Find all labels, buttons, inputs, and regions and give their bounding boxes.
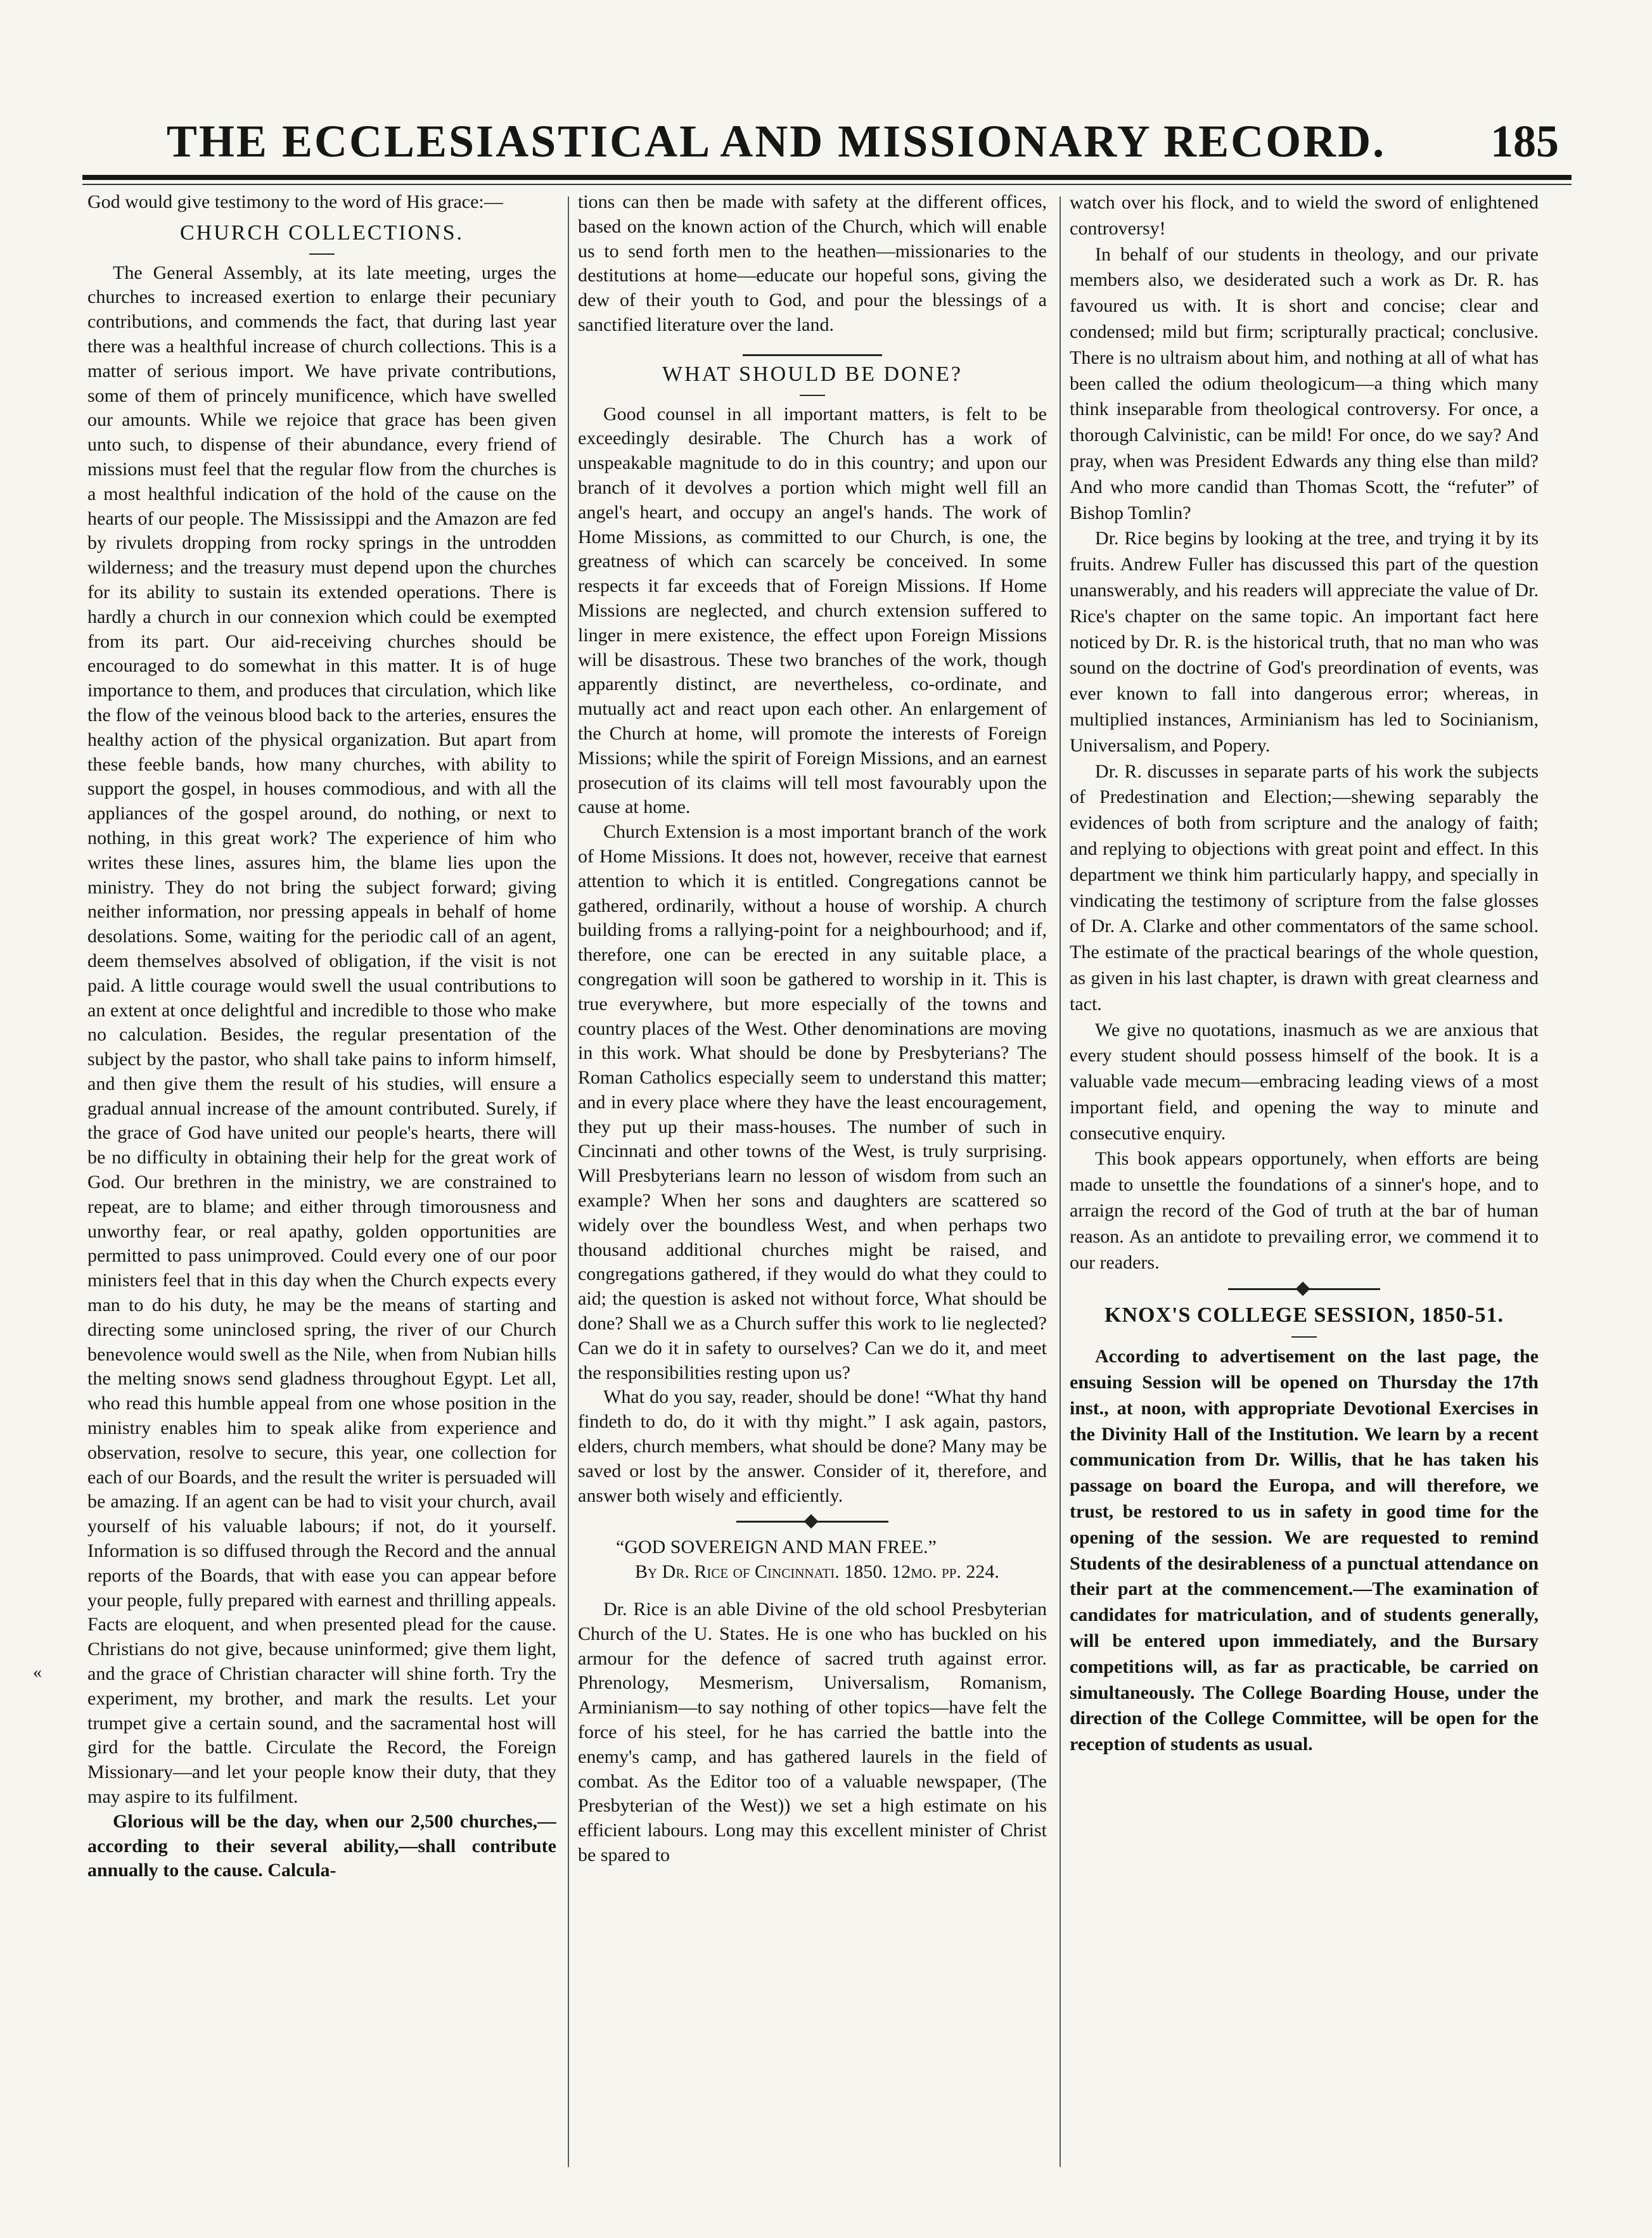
article-paragraph: We give no quotations, inasmuch as we are anxious that every student should possess himself of the book. It is a valuable vade mecum—embracing leading views of a most important field, and opening the way to minute and consecutive enquiry. [1070, 1019, 1539, 1144]
article-paragraph: The General Assembly, at its late meeting, urges the churches to increased exertion to enlarge their pecuniary contributions, and commends the fact, that during last year there was a healthful increase of church collections. This is a matter of serious import. We have private contributions, some of them of princely munificence, which have swelled our amounts. While we rejoice that grace has been given unto such, to dispense of their abundance, every friend of missions must feel that the regular flow from the churches is a most healthful indication of the hold of the cause on the hearts of our people. The Mississippi and the Amazon are fed by rivulets dropping from rocky springs in the untrodden wilderness; and the treasury must depend upon the churches for its ability to sustain its extended operations. There is hardly a church in our connexion which could be exempted from its part. Our aid-receiving churches should be encouraged to do somewhat in this matter. It is of huge importance to them, and produces that circulation, which like the flow of the veinous blood back to the arteries, ensures the healthy action of the physical organization. But apart from these feeble bands, how many churches, with ability to support the gospel, in houses commodious, and with all the appliances of the gospel around, do nothing, or next to nothing, in this great work? The experience of him who writes these lines, assures him, the blame lies upon the ministry. They do not bring the subject forward; giving neither information, nor pressing appeals in behalf of home desolations. Some, waiting for the periodic call of an agent, deem themselves absolved of obligation, if the visit is not paid. A little courage would swell the usual contributions to an extent at once delightful and incredible to those who make no calculation. Besides, the regular presentation of the subject by the pastor, who shall take pains to inform himself, and then give them the result of his studies, will ensure a gradual annual increase of the amount contributed. Surely, if the grace of God have united our people's hearts, there will be no difficulty in obtaining their help for the great work of God. Our brethren in the ministry, we are constrained to repeat, are to blame; and either through timorousness and unworthy fear, or real apathy, golden opportunities are permitted to pass unimproved. Could every one of our poor ministers feel that in this day when the Church expects every man to do his duty, he may be the means of starting and directing some uninclosed spring, the river of our Church benevolence would swell as the Nile, when from Nubian hills the melting snows send gladness throughout Egypt. Let all, who read this humble appeal from one whose position in the ministry enables him to speak alike from experience and observation, resolve to secure, this year, one collection for each of our Boards, and the result the writer is persuaded will be amazing. If an agent can be had to visit your church, avail yourself of his valuable labours; if not, do it yourself. Information is so diffused through the Record and the annual reports of the Boards, that with ease you can appear before your people, fully prepared with earnest and thrilling appeals. Facts are eloquent, and when presented plead for the cause. Christians do not give, because uninformed; give them light, and the grace of Christian character will shine forth. Try the experiment, my brother, and mark the results. Let your trumpet give a certain sound, and the sacramental host will gird for the battle. Circulate the Record, the Foreign Missionary—and let your people know their duty, that they may aspire to its fulfilment. [87, 262, 556, 1807]
page-number: 185 [1490, 116, 1559, 167]
section-heading-church-collections: CHURCH COLLECTIONS. [179, 221, 464, 245]
book-review-byline: By Dr. Rice of Cincinnati. 1850. 12mo. pp. 224. [635, 1561, 999, 1583]
article-paragraph: According to advertisement on the last page, the ensuing Session will be opened on Thursday the 17th inst., at noon, with appropriate Devotional Exercises in the Divinity Hall of the Institution. We learn by a recent communication from Dr. Willis, that he has taken his passage on board the Europa, and will therefore, we trust, be restored to us in safety in good time for the opening of the session. We are requested to remind Students of the desirableness of a punctual attendance on their part at the commencement.—The examination of candidates for matriculation, and of students generally, will be entered upon immediately, and the Bursary competitions will, as far as practicable, be carried on simultaneously. The College Boarding House, under the direction of the College Committee, will be open for the reception of students as usual. [1070, 1346, 1539, 1755]
short-divider [743, 354, 882, 356]
article-paragraph: This book appears opportunely, when efforts are being made to unsettle the foundations of a sinner's hope, and to arraign the record of the God of truth at the bar of human reason. As an antidote to prevailing error, we commend it to our readers. [1070, 1148, 1539, 1273]
masthead [82, 113, 1572, 170]
short-divider [1291, 1336, 1317, 1338]
opening-line: God would give testimony to the word of His grace:— [87, 191, 503, 212]
article-paragraph: What do you say, reader, should be done! “What thy hand findeth to do, do it with thy might.” I ask again, pastors, elders, church members, what should be done? Many may be saved or lost by the answer. Consider of it, therefore, and answer both wisely and efficiently. [578, 1386, 1047, 1506]
column-divider [1060, 196, 1061, 2167]
article-paragraph: Church Extension is a most important branch of the work of Home Missions. It does not, however, receive that earnest attention to which it is entitled. Congregations cannot be gathered, ordinarily, without a house of worship. A church building froms a rallying-point for a neighbourhood; and if, therefore, one can be erected in any suitable place, a congregation will soon be gathered to worship in it. This is true everywhere, but more especially of the towns and country places of the West. Other denominations are moving in this work. What should be done by Presbyterians? The Roman Catholics especially seem to understand this matter; and in every place where they have the least encouragement, they put up their mass-houses. The number of such in Cincinnati and other towns of the West, is truly surprising. Will Presbyterians learn no lesson of wisdom from such an example? When her sons and daughters are scattered so widely over the boundless West, and when perhaps two thousand additional churches might be raised, and congregations gathered, if they would do what they could to aid; the question is asked not without force, What should be done? Shall we as a Church suffer this work to lie neglected? Can we do it in safety to ourselves? Can we do it, and meet the responsibilities resting upon us? [578, 821, 1047, 1383]
header-rule [82, 175, 1572, 180]
column-3 [1070, 190, 1539, 2173]
article-paragraph: Dr. R. discusses in separate parts of his work the subjects of Predestination and Election;—shewing separably the evidences of both from scripture and the analogy of faith; and replying to objections with great point and effect. In this department we think him particularly happy, and specially in vindicating the testimony of scripture from the false glosses of Dr. A. Clarke and other commentators of the same school. The estimate of the practical bearings of the whole question, as given in his last chapter, is drawn with great clearness and tact. [1070, 760, 1539, 1014]
section-heading-knox-college-session: KNOX'S COLLEGE SESSION, 1850-51. [1105, 1303, 1504, 1327]
article-paragraph: watch over his flock, and to wield the sword of enlightened controversy! [1070, 192, 1539, 239]
article-paragraph: In behalf of our students in theology, and our private members also, we desiderated such a work as Dr. R. has favoured us with. It is short and concise; clear and condensed; mild but firm; scripturally practical; conclusive. There is no ultraism about him, and nothing at all of what has been called the odium theologicum—a thing which many think inseparable from theological controversy. For once, a thorough Calvinistic, can be mild! For once, do we say? And pray, when was President Edwards any thing else than mild? And who more candid than Thomas Scott, the “refuter” of Bishop Tomlin? [1070, 243, 1539, 523]
article-paragraph: tions can then be made with safety at the different offices, based on the known action of the Church, which will enable us to send forth men to the heathen—missionaries to the destitutions at home—educate our hopeful sons, giving the dew of their youth to God, and pour the blessings of a sanctified literature over the land. [578, 191, 1047, 335]
column-2 [578, 190, 1047, 2173]
section-heading-what-should-be-done: WHAT SHOULD BE DONE? [662, 362, 963, 386]
ornament-divider [1228, 1288, 1380, 1290]
book-review-title: “GOD SOVEREIGN AND MAN FREE.” [616, 1537, 937, 1558]
article-paragraph: Glorious will be the day, when our 2,500 churches,—according to their several ability,—shall contribute annually to the cause. Calcula- [87, 1810, 556, 1881]
running-title: THE ECCLESIASTICAL AND MISSIONARY RECORD. [166, 116, 1386, 167]
column-1 [87, 190, 556, 2173]
short-divider [800, 395, 825, 396]
ornament-divider [736, 1521, 888, 1523]
short-divider [309, 253, 335, 255]
header-rule-thin [82, 184, 1572, 185]
column-divider [568, 196, 569, 2167]
article-paragraph: Good counsel in all important matters, is felt to be exceedingly desirable. The Church has a work of unspeakable magnitude to do in this country; and upon our branch of it devolves a portion which might well fill an angel's heart, and occupy an angel's hands. The work of Home Missions, as committed to our Church, is one, the greatness of which can scarcely be conceived. In some respects it far exceeds that of Foreign Missions. If Home Missions are neglected, and church extension suffered to linger in mere existence, the effect upon Foreign Missions will be disastrous. These two branches of the work, though apparently distinct, are nevertheless, co-ordinate, and mutually act and react upon each other. An enlargement of the Church at home, will promote the interests of Foreign Missions; while the spirit of Foreign Missions, and an earnest prosecution of its claims will tell most favourably upon the cause at home. [578, 403, 1047, 818]
article-paragraph: Dr. Rice is an able Divine of the old school Presbyterian Church of the U. States. He is one who has buckled on his armour for the defence of sacred truth against error. Phrenology, Mesmerism, Universalism, Romanism, Arminianism—to say nothing of other topics—have felt the force of his steel, for he has carried the battle into the enemy's camp, and has gathered laurels in the field of combat. As the Editor too of a valuable newspaper, (The Presbyterian of the West)) we set a high estimate on his efficient labours. Long may this excellent minister of Christ be spared to [578, 1599, 1047, 1865]
margin-mark: « [33, 1663, 42, 1682]
article-paragraph: Dr. Rice begins by looking at the tree, and trying it by its fruits. Andrew Fuller has discussed this part of the question unanswerably, and his readers will appreciate the value of Dr. Rice's chapter on the same topic. An important fact here noticed by Dr. R. is the historical truth, that no man who was sound on the doctrine of God's preordination of events, was ever known to fall into dangerous error; whereas, in multiplied instances, Arminianism has led to Socinianism, Universalism, and Popery. [1070, 528, 1539, 756]
